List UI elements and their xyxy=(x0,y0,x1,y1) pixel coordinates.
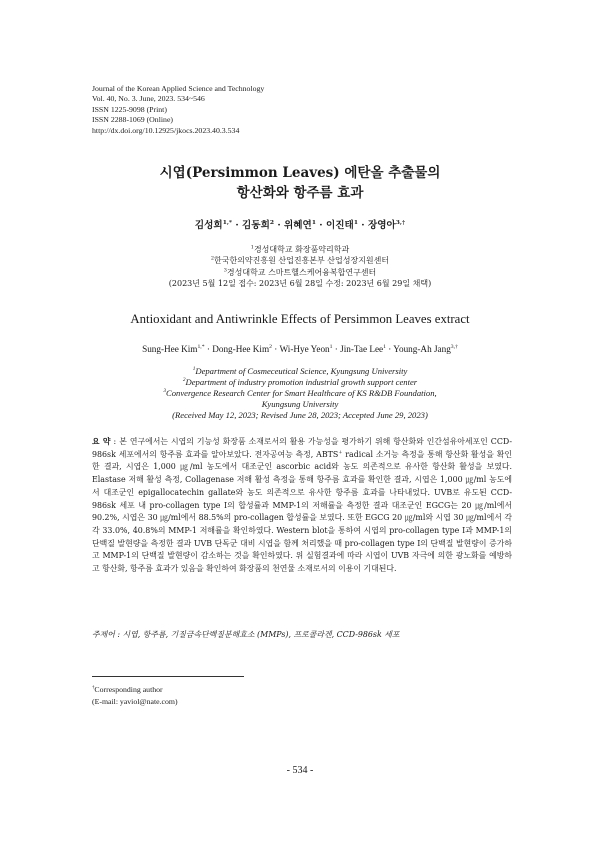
issn-print: ISSN 1225-9098 (Print) xyxy=(92,104,167,114)
affiliation: $^1$경성대학교 화장품약리학과 xyxy=(250,244,350,254)
footnote xyxy=(92,684,178,708)
abstract xyxy=(92,436,512,576)
issn-online: ISSN 2288-1069 (Online) xyxy=(92,115,173,125)
author-name: Wi-Hye Yeon xyxy=(279,344,330,354)
author-sup: 1 xyxy=(311,218,316,226)
author-sup: 3,† xyxy=(395,218,406,226)
author-sup: 1 xyxy=(353,218,358,226)
journal-volume: Vol. 40, No. 3. June, 2023. 534~546 xyxy=(92,94,205,104)
abstract-text-part2: radical 소거능 측정을 통해 항산화 활성을 확인한 결과, 시엽은 1,000 ㎍/ml 농도에서 대조군인 ascorbic acid와 농도 의존적으로 유사한 항산화 활성을 보였다. Elastase 저해 활성 측정, Collagenase 저해 활성 측정을 통해 항주름 효과를 확인한 결과, 시엽은 1,000 ㎍/ml 농도에서 대조군인 epigallocatechin gallate와 농도 의존적으로 유사한 항주름 효과를 나타내었다. UVB로 유도된 CCD-986sk 세포 내 pro-collagen type I의 합성률과 MMP-1의 저해률을 측정한 결과 대조군인 EGCG는 20 ㎍/ml에서 90.2%, 시엽은 30 ㎍/ml에서 88.5%의 pro-collagen 합성률을 보였다. 또한 EGCG 20 ㎍/ml와 시엽 30 ㎍/ml에서 각각 33.0%, 40.8%의 MMP-1 저해률을 확인하였다. Western blot을 통하여 시엽의 pro-collagen type I과 MMP-1의 단백질 발현량을 측정한 결과 UVB 단독군 대비 시엽을 함께 처리했을 때 pro-collagen type I의 단백질 발현량이 증가하고 MMP-1의 단백질 발현량이 감소하는 것을 확인하였다. 위 실험결과에 따라 시엽이 UVB 자극에 의한 광노화를 예방하고 항산화, 항주름 효과가 있음을 확인하여 화장품의 천연물 소재로서의 이용이 기대된다. xyxy=(92,449,513,574)
author-name: 이진태 xyxy=(326,220,354,231)
journal-info xyxy=(92,84,264,136)
korean-title-line2: 항산화와 항주름 효과 xyxy=(236,185,364,201)
affiliation: $^1$Department of Cosmeceutical Science, Kyungsung University xyxy=(192,366,408,376)
author-sup: 1,* xyxy=(222,218,232,226)
author-name: Sung-Hee Kim xyxy=(142,344,198,354)
korean-dates: (2023년 5월 12일 접수: 2023년 6월 28일 수정: 2023년 6월 29일 채택) xyxy=(168,279,432,289)
english-affiliations xyxy=(0,366,600,421)
doi-link[interactable]: http://dx.doi.org/10.12925/jkocs.2023.40.3.534 xyxy=(92,125,240,135)
english-dates: (Received May 12, 2023; Revised June 28, 2023; Accepted June 29, 2023) xyxy=(172,410,428,420)
author-name: Jin-Tae Lee xyxy=(340,344,384,354)
keywords: 주제어 : 시엽, 항주름, 기질금속단백질분해효소 (MMPs), 프로콜라겐, CCD-986sk 세포 xyxy=(92,630,400,639)
page-number: - 534 - xyxy=(286,765,314,776)
author-email: (E-mail: yaviol@nate.com) xyxy=(92,697,178,706)
abstract-heading: 요 약 xyxy=(92,437,111,446)
english-title: Antioxidant and Antiwrinkle Effects of Persimmon Leaves extract xyxy=(130,312,470,326)
author-name: 김동희 xyxy=(242,220,270,231)
korean-affiliations xyxy=(0,244,600,290)
corresponding-author: Corresponding author xyxy=(94,685,163,694)
korean-title xyxy=(0,163,600,203)
abts-sup: + xyxy=(338,449,343,456)
footnote-divider xyxy=(92,676,244,677)
affiliation: $^3$경성대학교 스마트헬스케어융복합연구센터 xyxy=(223,267,377,277)
korean-title-line1: 시엽(Persimmon Leaves) 에탄올 추출물의 xyxy=(159,165,441,181)
author-name: 위혜연 xyxy=(284,220,312,231)
author-name: 장영아 xyxy=(367,220,396,231)
affiliation: $^2$Department of industry promotion industrial growth support center xyxy=(182,377,418,387)
author-name: Young-Ah Jang xyxy=(393,344,451,354)
english-authors: Sung-Hee Kim$^{1,*}$ · Dong-Hee Kim$^2$ · Wi-Hye Yeon$^1$ · Jin-Tae Lee$^1$ · Young-Ah Jang$^{3,\dagger}$ xyxy=(142,343,458,354)
journal-name: Journal of the Korean Applied Science and Technology xyxy=(92,84,265,93)
affiliation: $^3$Convergence Research Center for Smart Healthcare of KS R&DB Foundation, xyxy=(163,388,437,398)
author-name: 김성희 xyxy=(194,220,223,231)
abstract-text-part1: : 본 연구에서는 시엽의 기능성 화장품 소재로서의 활용 가능성을 평가하기 위해 항산화와 인간섬유아세포인 CCD-986sk 세포에서의 항주름 효과를 알아보았다. 전자공여능 측정, ABTS xyxy=(92,437,513,459)
dagger-mark: † xyxy=(92,685,95,691)
author-sup: 2 xyxy=(269,218,274,226)
korean-authors: 김성희$^{1,*}$ · 김동희$^2$ · 위혜연$^1$ · 이진태$^1$ · 장영아$^{3,\dagger}$ xyxy=(194,218,406,231)
author-name: Dong-Hee Kim xyxy=(212,344,270,354)
affiliation: $^2$한국한의약진흥원 산업진흥본부 산업성장지원센터 xyxy=(210,255,390,266)
affiliation-line2: Kyungsung University xyxy=(261,399,339,409)
